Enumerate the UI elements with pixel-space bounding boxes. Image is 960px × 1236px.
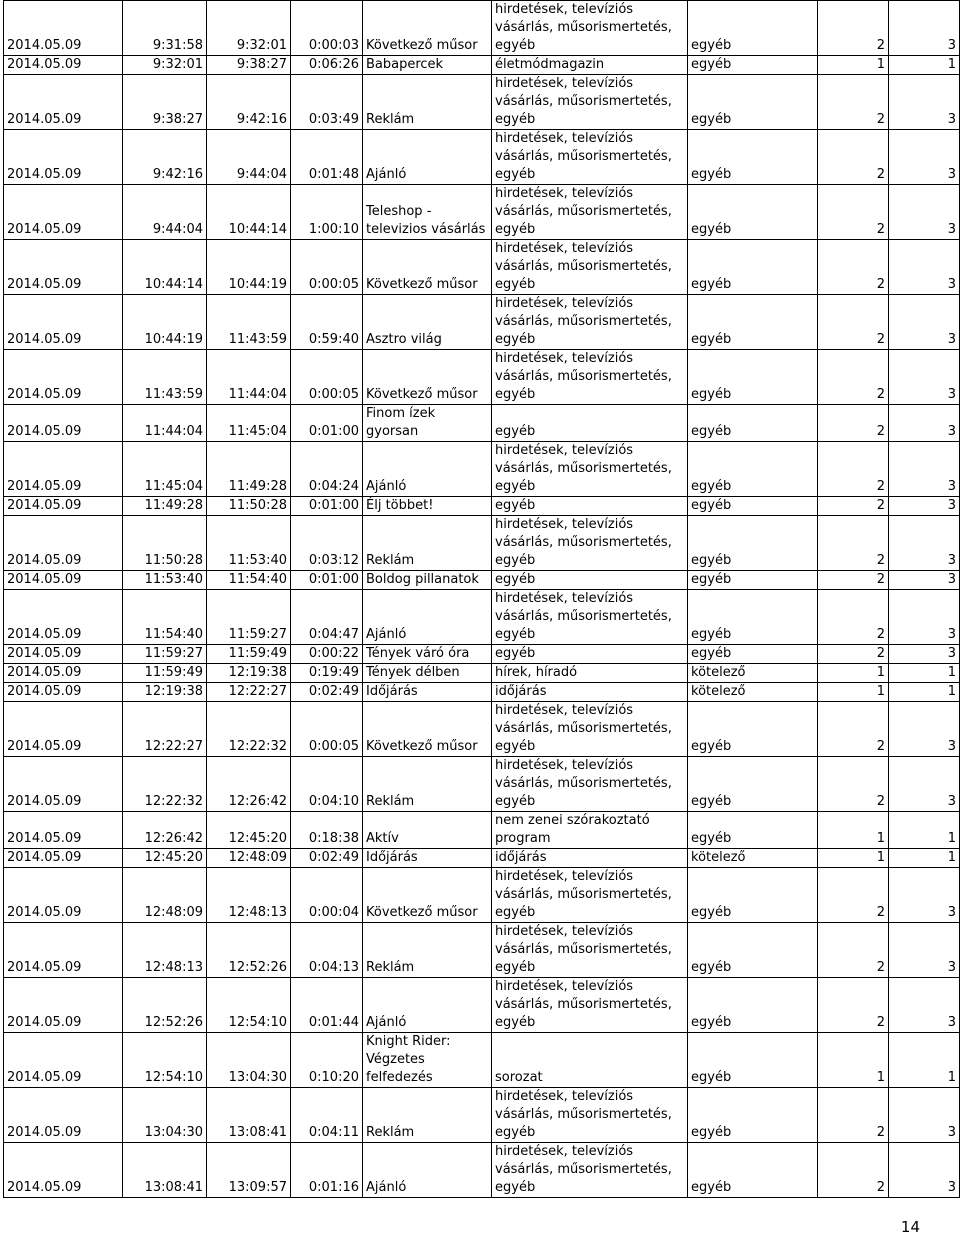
cell-code-b: 3 (889, 1143, 960, 1198)
cell-duration: 0:01:00 (291, 405, 363, 442)
cell-start-time: 11:44:04 (123, 405, 207, 442)
cell-code-a: 2 (818, 978, 889, 1033)
cell-duration: 0:00:05 (291, 350, 363, 405)
cell-code-b: 3 (889, 75, 960, 130)
cell-genre: hirdetések, televíziós vásárlás, műsorismertetés, egyéb (492, 868, 688, 923)
cell-duration: 0:03:12 (291, 516, 363, 571)
cell-date: 2014.05.09 (4, 350, 123, 405)
cell-end-time: 9:32:01 (207, 1, 291, 56)
cell-date: 2014.05.09 (4, 923, 123, 978)
cell-genre: hirdetések, televíziós vásárlás, műsorismertetés, egyéb (492, 702, 688, 757)
cell-genre: hirdetések, televíziós vásárlás, műsorismertetés, egyéb (492, 757, 688, 812)
cell-program-title: Babapercek (363, 56, 492, 75)
cell-category: egyéb (688, 1088, 818, 1143)
cell-start-time: 12:22:27 (123, 702, 207, 757)
cell-category: egyéb (688, 645, 818, 664)
cell-start-time: 12:54:10 (123, 1033, 207, 1088)
cell-code-a: 1 (818, 1033, 889, 1088)
cell-end-time: 12:45:20 (207, 812, 291, 849)
cell-duration: 0:00:05 (291, 702, 363, 757)
cell-end-time: 11:44:04 (207, 350, 291, 405)
cell-genre: hirdetések, televíziós vásárlás, műsorismertetés, egyéb (492, 923, 688, 978)
cell-duration: 0:00:05 (291, 240, 363, 295)
cell-genre: hirdetések, televíziós vásárlás, műsorismertetés, egyéb (492, 978, 688, 1033)
cell-code-b: 3 (889, 185, 960, 240)
cell-duration: 0:06:26 (291, 56, 363, 75)
cell-code-b: 3 (889, 497, 960, 516)
cell-program-title: Következő műsor (363, 702, 492, 757)
cell-category: egyéb (688, 185, 818, 240)
cell-code-a: 2 (818, 75, 889, 130)
cell-end-time: 12:52:26 (207, 923, 291, 978)
table-row (4, 350, 960, 405)
cell-genre: sorozat (492, 1033, 688, 1088)
cell-code-a: 2 (818, 868, 889, 923)
cell-program-title: Élj többet! (363, 497, 492, 516)
cell-genre: hirdetések, televíziós vásárlás, műsorismertetés, egyéb (492, 516, 688, 571)
cell-end-time: 12:48:13 (207, 868, 291, 923)
cell-end-time: 12:54:10 (207, 978, 291, 1033)
cell-end-time: 12:48:09 (207, 849, 291, 868)
cell-code-b: 3 (889, 590, 960, 645)
cell-category: egyéb (688, 497, 818, 516)
table-row (4, 185, 960, 240)
cell-end-time: 13:09:57 (207, 1143, 291, 1198)
cell-code-b: 3 (889, 923, 960, 978)
cell-date: 2014.05.09 (4, 240, 123, 295)
cell-category: egyéb (688, 702, 818, 757)
table-row (4, 645, 960, 664)
table-row (4, 295, 960, 350)
cell-start-time: 11:59:27 (123, 645, 207, 664)
cell-start-time: 12:45:20 (123, 849, 207, 868)
table-row (4, 516, 960, 571)
cell-code-b: 1 (889, 1033, 960, 1088)
cell-code-a: 2 (818, 185, 889, 240)
table-row (4, 1088, 960, 1143)
cell-date: 2014.05.09 (4, 497, 123, 516)
cell-category: kötelező (688, 664, 818, 683)
cell-duration: 0:59:40 (291, 295, 363, 350)
table-row (4, 1033, 960, 1088)
cell-code-b: 3 (889, 240, 960, 295)
cell-code-a: 2 (818, 516, 889, 571)
cell-code-a: 1 (818, 56, 889, 75)
cell-program-title: Tények váró óra (363, 645, 492, 664)
cell-category: egyéb (688, 1033, 818, 1088)
cell-code-a: 2 (818, 1, 889, 56)
cell-start-time: 13:08:41 (123, 1143, 207, 1198)
cell-genre: életmódmagazin (492, 56, 688, 75)
cell-code-b: 3 (889, 868, 960, 923)
cell-program-title: Következő műsor (363, 868, 492, 923)
cell-program-title: Következő műsor (363, 1, 492, 56)
schedule-rows (4, 1, 960, 1198)
cell-duration: 0:03:49 (291, 75, 363, 130)
cell-duration: 0:01:00 (291, 497, 363, 516)
cell-code-b: 3 (889, 645, 960, 664)
cell-program-title: Reklám (363, 757, 492, 812)
cell-code-a: 2 (818, 442, 889, 497)
cell-end-time: 12:19:38 (207, 664, 291, 683)
cell-code-a: 2 (818, 702, 889, 757)
cell-genre: hirdetések, televíziós vásárlás, műsorismertetés, egyéb (492, 240, 688, 295)
cell-category: egyéb (688, 868, 818, 923)
cell-program-title: Reklám (363, 923, 492, 978)
cell-code-a: 2 (818, 240, 889, 295)
cell-date: 2014.05.09 (4, 1088, 123, 1143)
cell-start-time: 11:49:28 (123, 497, 207, 516)
cell-category: egyéb (688, 75, 818, 130)
cell-duration: 0:01:44 (291, 978, 363, 1033)
cell-date: 2014.05.09 (4, 405, 123, 442)
cell-date: 2014.05.09 (4, 978, 123, 1033)
cell-start-time: 12:48:13 (123, 923, 207, 978)
cell-program-title: Következő műsor (363, 350, 492, 405)
cell-date: 2014.05.09 (4, 75, 123, 130)
cell-code-a: 2 (818, 1088, 889, 1143)
cell-program-title: Asztro világ (363, 295, 492, 350)
cell-code-b: 3 (889, 702, 960, 757)
cell-start-time: 12:19:38 (123, 683, 207, 702)
cell-end-time: 10:44:14 (207, 185, 291, 240)
cell-code-b: 3 (889, 571, 960, 590)
cell-date: 2014.05.09 (4, 56, 123, 75)
cell-date: 2014.05.09 (4, 571, 123, 590)
cell-code-a: 2 (818, 590, 889, 645)
cell-code-b: 3 (889, 1088, 960, 1143)
cell-genre: hirdetések, televíziós vásárlás, műsorismertetés, egyéb (492, 442, 688, 497)
cell-program-title: Következő műsor (363, 240, 492, 295)
cell-code-b: 3 (889, 516, 960, 571)
cell-program-title: Tények délben (363, 664, 492, 683)
cell-category: egyéb (688, 442, 818, 497)
cell-date: 2014.05.09 (4, 1, 123, 56)
cell-category: egyéb (688, 240, 818, 295)
table-row (4, 130, 960, 185)
cell-category: egyéb (688, 56, 818, 75)
table-row (4, 849, 960, 868)
table-row (4, 240, 960, 295)
cell-duration: 0:04:10 (291, 757, 363, 812)
cell-end-time: 11:59:49 (207, 645, 291, 664)
cell-category: kötelező (688, 683, 818, 702)
cell-program-title: Ajánló (363, 978, 492, 1033)
table-row (4, 571, 960, 590)
cell-start-time: 12:52:26 (123, 978, 207, 1033)
cell-start-time: 11:59:49 (123, 664, 207, 683)
table-row (4, 1, 960, 56)
cell-end-time: 11:45:04 (207, 405, 291, 442)
cell-genre: egyéb (492, 405, 688, 442)
cell-duration: 0:02:49 (291, 849, 363, 868)
cell-code-a: 1 (818, 664, 889, 683)
cell-date: 2014.05.09 (4, 130, 123, 185)
cell-duration: 0:04:24 (291, 442, 363, 497)
cell-date: 2014.05.09 (4, 645, 123, 664)
cell-code-b: 3 (889, 1, 960, 56)
cell-program-title: Reklám (363, 75, 492, 130)
table-row (4, 683, 960, 702)
cell-category: egyéb (688, 1, 818, 56)
table-row (4, 702, 960, 757)
cell-code-b: 3 (889, 405, 960, 442)
cell-code-b: 3 (889, 350, 960, 405)
table-row (4, 978, 960, 1033)
cell-code-b: 1 (889, 683, 960, 702)
cell-category: egyéb (688, 405, 818, 442)
cell-start-time: 12:48:09 (123, 868, 207, 923)
cell-category: egyéb (688, 812, 818, 849)
cell-duration: 0:18:38 (291, 812, 363, 849)
cell-code-a: 2 (818, 923, 889, 978)
cell-code-a: 1 (818, 683, 889, 702)
cell-code-b: 1 (889, 849, 960, 868)
table-row (4, 590, 960, 645)
table-row (4, 1143, 960, 1198)
cell-duration: 0:01:00 (291, 571, 363, 590)
cell-genre: hirdetések, televíziós vásárlás, műsorismertetés, egyéb (492, 590, 688, 645)
cell-program-title: Ajánló (363, 1143, 492, 1198)
cell-code-a: 1 (818, 849, 889, 868)
cell-code-a: 2 (818, 645, 889, 664)
cell-duration: 1:00:10 (291, 185, 363, 240)
cell-genre: hirdetések, televíziós vásárlás, műsorismertetés, egyéb (492, 350, 688, 405)
cell-end-time: 11:43:59 (207, 295, 291, 350)
cell-category: kötelező (688, 849, 818, 868)
table-row (4, 757, 960, 812)
cell-category: egyéb (688, 923, 818, 978)
cell-code-a: 2 (818, 757, 889, 812)
cell-start-time: 9:38:27 (123, 75, 207, 130)
cell-program-title: Boldog pillanatok (363, 571, 492, 590)
cell-duration: 0:04:11 (291, 1088, 363, 1143)
table-row (4, 664, 960, 683)
cell-end-time: 11:59:27 (207, 590, 291, 645)
cell-end-time: 11:53:40 (207, 516, 291, 571)
cell-end-time: 12:22:32 (207, 702, 291, 757)
page-number: 14 (900, 1218, 920, 1236)
cell-code-b: 3 (889, 757, 960, 812)
cell-genre: időjárás (492, 683, 688, 702)
cell-genre: nem zenei szórakoztató program (492, 812, 688, 849)
cell-code-b: 3 (889, 130, 960, 185)
cell-genre: hirdetések, televíziós vásárlás, műsorismertetés, egyéb (492, 185, 688, 240)
cell-category: egyéb (688, 295, 818, 350)
cell-start-time: 12:22:32 (123, 757, 207, 812)
cell-start-time: 9:44:04 (123, 185, 207, 240)
cell-duration: 0:00:03 (291, 1, 363, 56)
cell-code-b: 3 (889, 295, 960, 350)
cell-start-time: 12:26:42 (123, 812, 207, 849)
cell-end-time: 13:04:30 (207, 1033, 291, 1088)
cell-duration: 0:19:49 (291, 664, 363, 683)
cell-genre: időjárás (492, 849, 688, 868)
cell-genre: egyéb (492, 645, 688, 664)
table-row (4, 75, 960, 130)
cell-start-time: 11:43:59 (123, 350, 207, 405)
cell-start-time: 9:31:58 (123, 1, 207, 56)
cell-start-time: 11:45:04 (123, 442, 207, 497)
cell-category: egyéb (688, 757, 818, 812)
table-row (4, 442, 960, 497)
cell-genre: egyéb (492, 571, 688, 590)
cell-start-time: 11:54:40 (123, 590, 207, 645)
cell-end-time: 13:08:41 (207, 1088, 291, 1143)
cell-genre: egyéb (492, 497, 688, 516)
cell-program-title: Időjárás (363, 683, 492, 702)
cell-code-a: 1 (818, 812, 889, 849)
table-row (4, 56, 960, 75)
cell-genre: hirdetések, televíziós vásárlás, műsorismertetés, egyéb (492, 1, 688, 56)
cell-code-a: 2 (818, 405, 889, 442)
cell-end-time: 11:50:28 (207, 497, 291, 516)
cell-start-time: 11:53:40 (123, 571, 207, 590)
table-row (4, 868, 960, 923)
cell-program-title: Reklám (363, 516, 492, 571)
cell-start-time: 11:50:28 (123, 516, 207, 571)
table-row (4, 405, 960, 442)
cell-date: 2014.05.09 (4, 702, 123, 757)
cell-date: 2014.05.09 (4, 442, 123, 497)
cell-date: 2014.05.09 (4, 1143, 123, 1198)
cell-program-title: Aktív (363, 812, 492, 849)
cell-program-title: Teleshop - televizios vásárlás (363, 185, 492, 240)
cell-genre: hírek, híradó (492, 664, 688, 683)
cell-start-time: 10:44:19 (123, 295, 207, 350)
cell-start-time: 10:44:14 (123, 240, 207, 295)
cell-code-a: 2 (818, 350, 889, 405)
cell-category: egyéb (688, 350, 818, 405)
cell-category: egyéb (688, 1143, 818, 1198)
cell-genre: hirdetések, televíziós vásárlás, műsorismertetés, egyéb (492, 295, 688, 350)
table-row (4, 812, 960, 849)
cell-code-a: 2 (818, 295, 889, 350)
cell-end-time: 9:42:16 (207, 75, 291, 130)
cell-date: 2014.05.09 (4, 295, 123, 350)
cell-duration: 0:04:47 (291, 590, 363, 645)
cell-duration: 0:10:20 (291, 1033, 363, 1088)
cell-category: egyéb (688, 516, 818, 571)
cell-start-time: 13:04:30 (123, 1088, 207, 1143)
cell-date: 2014.05.09 (4, 516, 123, 571)
cell-code-b: 3 (889, 442, 960, 497)
cell-date: 2014.05.09 (4, 757, 123, 812)
table-row (4, 497, 960, 516)
cell-end-time: 11:49:28 (207, 442, 291, 497)
cell-code-a: 2 (818, 571, 889, 590)
cell-start-time: 9:32:01 (123, 56, 207, 75)
cell-end-time: 10:44:19 (207, 240, 291, 295)
cell-program-title: Reklám (363, 1088, 492, 1143)
cell-start-time: 9:42:16 (123, 130, 207, 185)
cell-code-a: 2 (818, 1143, 889, 1198)
cell-program-title: Ajánló (363, 442, 492, 497)
cell-program-title: Finom ízek gyorsan (363, 405, 492, 442)
broadcast-schedule-table (3, 0, 960, 1198)
cell-date: 2014.05.09 (4, 812, 123, 849)
cell-date: 2014.05.09 (4, 849, 123, 868)
cell-code-a: 2 (818, 497, 889, 516)
cell-program-title: Időjárás (363, 849, 492, 868)
cell-end-time: 9:38:27 (207, 56, 291, 75)
cell-genre: hirdetések, televíziós vásárlás, műsorismertetés, egyéb (492, 1143, 688, 1198)
cell-duration: 0:04:13 (291, 923, 363, 978)
cell-code-b: 1 (889, 56, 960, 75)
cell-duration: 0:00:04 (291, 868, 363, 923)
cell-date: 2014.05.09 (4, 664, 123, 683)
cell-date: 2014.05.09 (4, 1033, 123, 1088)
cell-duration: 0:01:16 (291, 1143, 363, 1198)
cell-genre: hirdetések, televíziós vásárlás, műsorismertetés, egyéb (492, 75, 688, 130)
cell-date: 2014.05.09 (4, 683, 123, 702)
cell-category: egyéb (688, 130, 818, 185)
cell-program-title: Ajánló (363, 130, 492, 185)
cell-category: egyéb (688, 978, 818, 1033)
cell-category: egyéb (688, 590, 818, 645)
cell-duration: 0:00:22 (291, 645, 363, 664)
cell-duration: 0:01:48 (291, 130, 363, 185)
cell-end-time: 9:44:04 (207, 130, 291, 185)
cell-genre: hirdetések, televíziós vásárlás, műsorismertetés, egyéb (492, 130, 688, 185)
table-row (4, 923, 960, 978)
cell-code-b: 1 (889, 812, 960, 849)
cell-program-title: Knight Rider: Végzetes felfedezés (363, 1033, 492, 1088)
cell-end-time: 12:22:27 (207, 683, 291, 702)
cell-code-a: 2 (818, 130, 889, 185)
cell-end-time: 11:54:40 (207, 571, 291, 590)
cell-duration: 0:02:49 (291, 683, 363, 702)
cell-program-title: Ajánló (363, 590, 492, 645)
cell-date: 2014.05.09 (4, 868, 123, 923)
cell-category: egyéb (688, 571, 818, 590)
cell-code-b: 3 (889, 978, 960, 1033)
cell-date: 2014.05.09 (4, 185, 123, 240)
cell-date: 2014.05.09 (4, 590, 123, 645)
cell-code-b: 1 (889, 664, 960, 683)
cell-genre: hirdetések, televíziós vásárlás, műsorismertetés, egyéb (492, 1088, 688, 1143)
cell-end-time: 12:26:42 (207, 757, 291, 812)
